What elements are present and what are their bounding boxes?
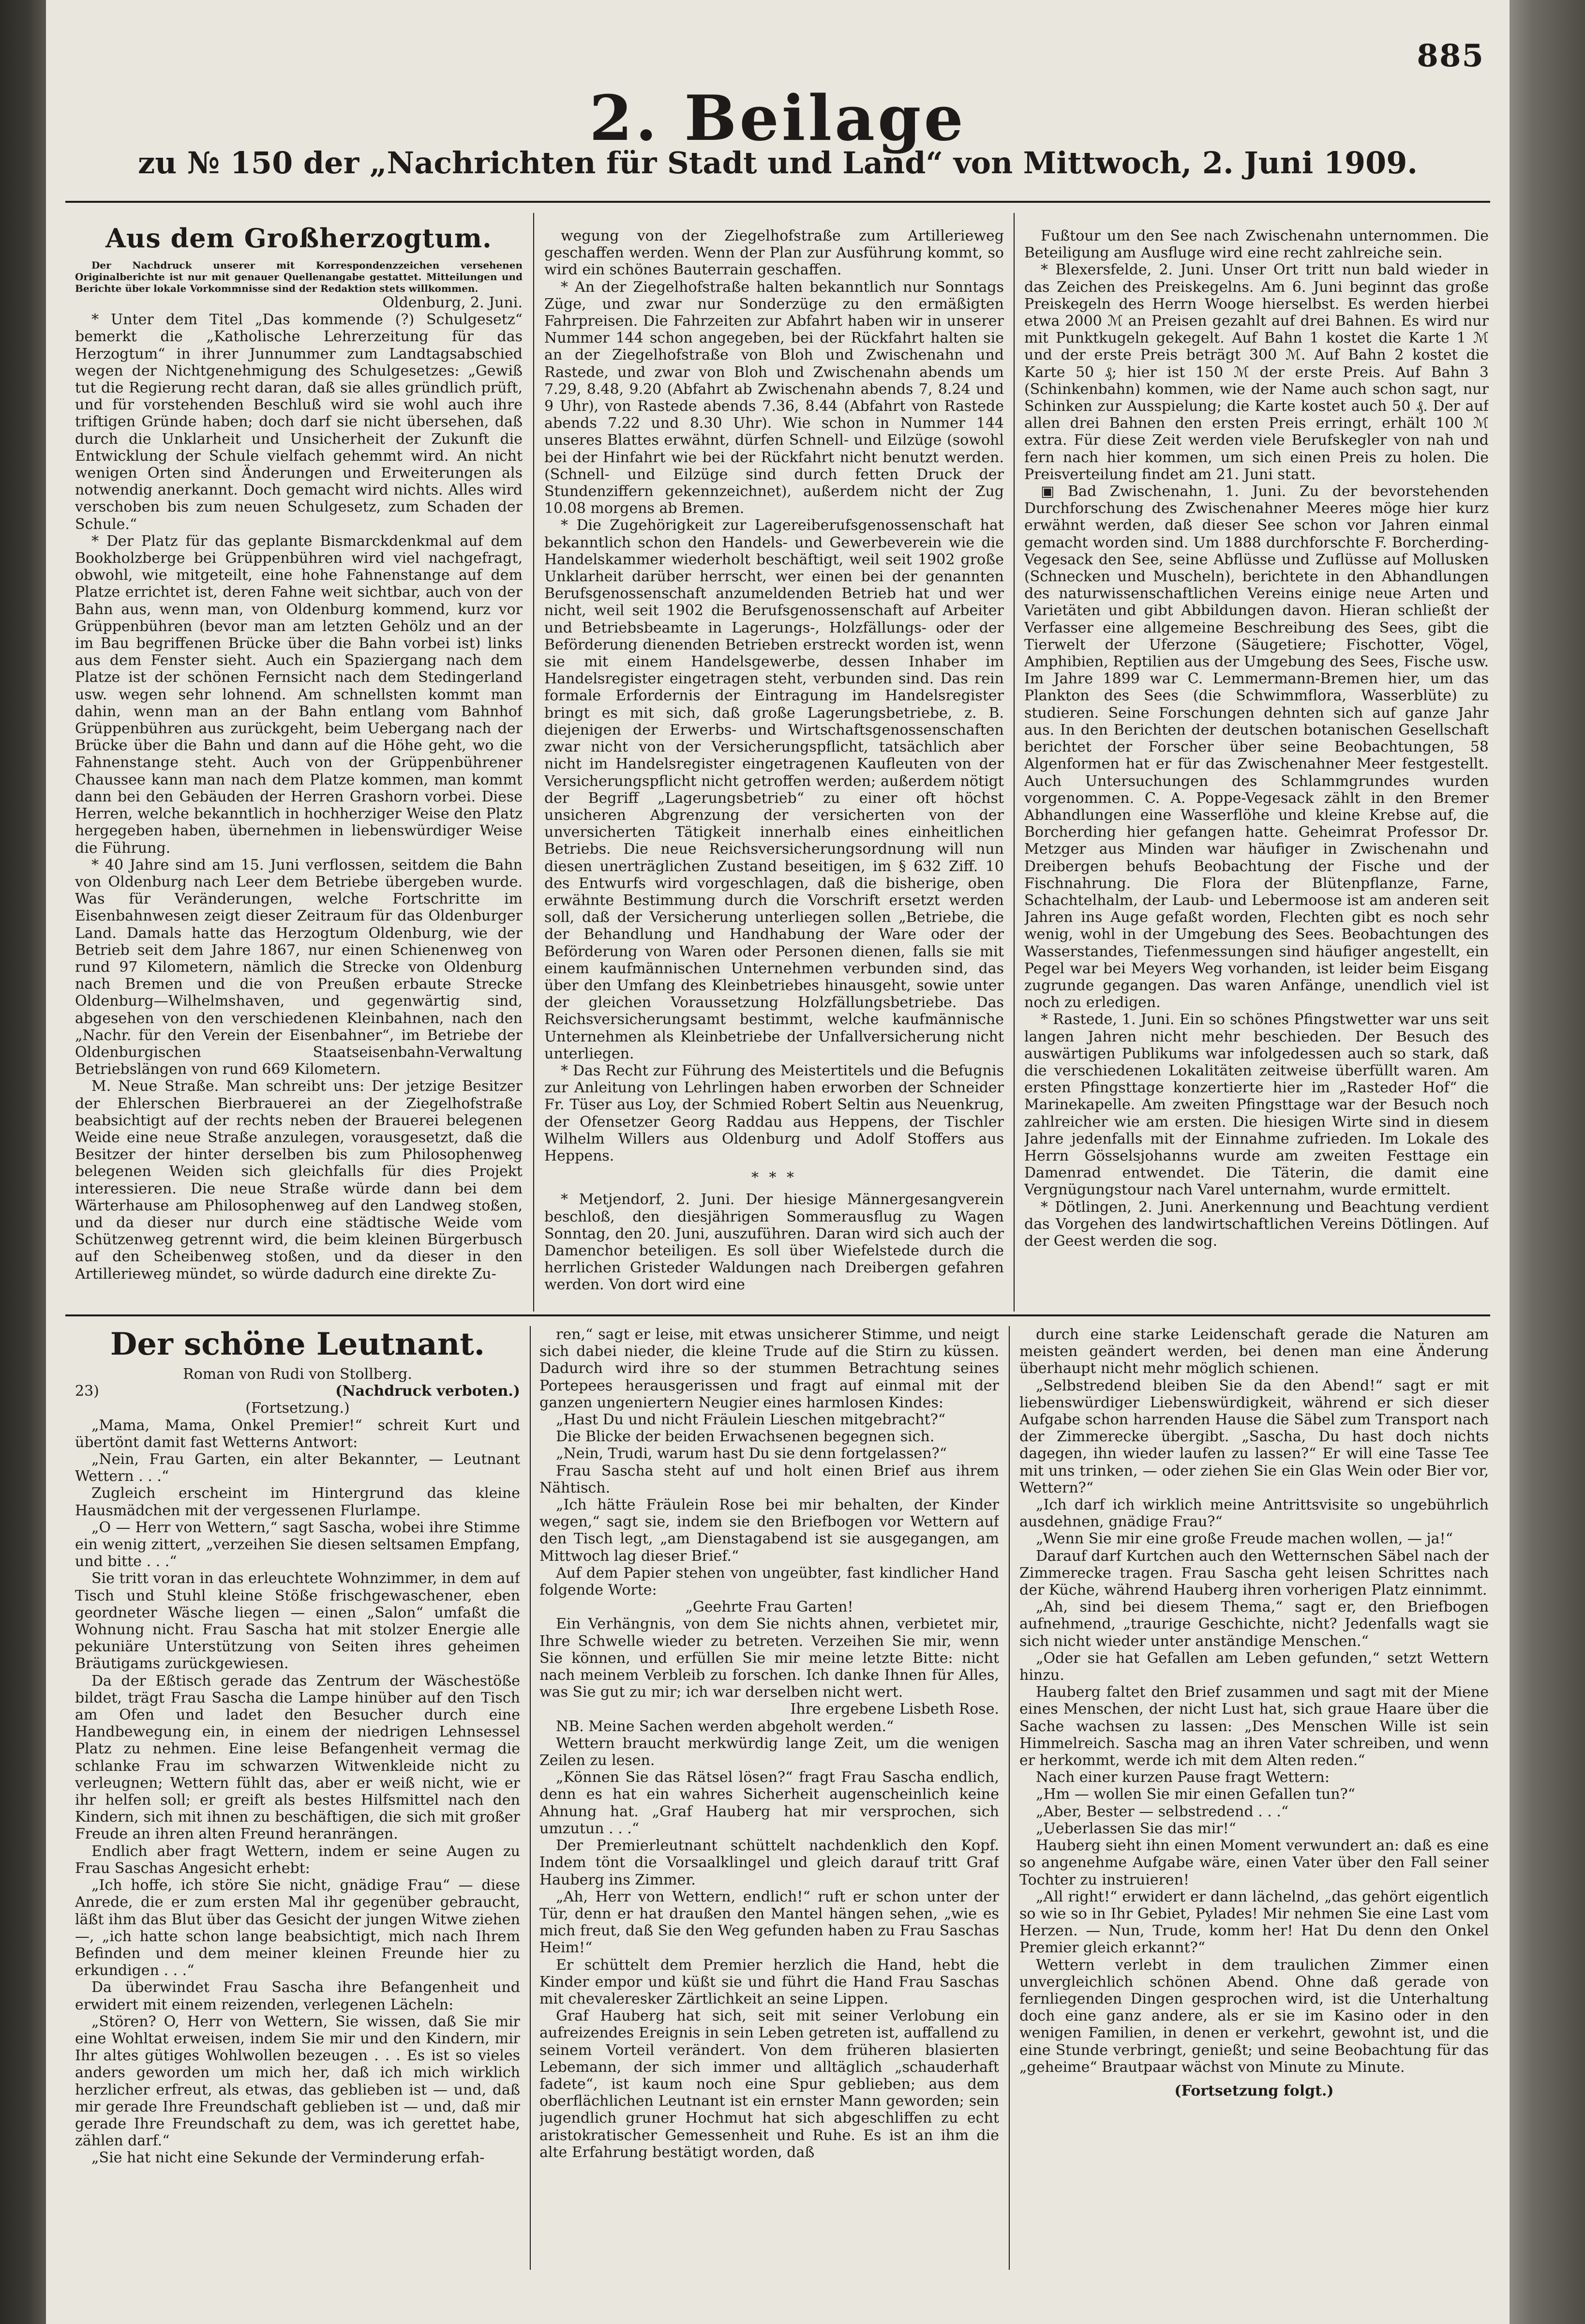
article-ziegelhofstrasse: * An der Ziegelhofstraße halten bekanntlich nur Sonntags Züge, und zwar nur Sonderzüge zu den ermäßigten Fahrpreisen. Die Fahrzeiten zur Abfahrt haben wir in unserer Nummer 144 schon angegeben, bei der Rückfahrt halten sie an der Ziegelhofstraße von Bloh und Zwischenahn und Rastede, und zwar von Bloh und Zwischenahn abends um 7.29, 8.48, 9.20 (Abfahrt ab Zwischenahn abends 7, 8.24 und 9 Uhr), von Rastede abends 7.36, 8.44 (Abfahrt von Rastede abends 7.22 und 8.30 Uhr). Wie schon in Nummer 144 unseres Blattes erwähnt, dürfen Schnell- und Eilzüge (sowohl bei der Hinfahrt wie bei der Rückfahrt nicht benutzt werden. (Schnell- und Eilzüge sind durch fetten Druck der Stundenziffern gekennzeichnet), außerdem nicht der Zug 10.08 morgens ab Bremen. — [544, 278, 1004, 517]
news-column-1 — [75, 223, 523, 1309]
novel-paragraph: „Aber, Bester — selbstredend . . .“ — [1036, 1803, 1289, 1820]
novel-paragraph: „Nein, Frau Garten, ein alter Bekannter, — Leutnant Wettern . . .“ — [75, 1451, 520, 1485]
novel-paragraph: ren,“ sagt er leise, mit etwas unsicherer Stimme, und neigt sich dabei nieder, die kleine Trude auf die Stirn zu küssen. Dadurch wird ihre so der stummen Betrachtung seines Portepees herausgerissen und fragt auf einmal mit der ganzen ungeniertern Neugier eines harmlosen Kindes: — [539, 1326, 999, 1411]
news-column-2 — [544, 227, 1004, 1309]
article-continuation: wegung von der Ziegelhofstraße zum Artillerieweg geschaffen werden. Wenn der Plan zur Ausführung kommt, so wird ein schönes Bauterrain geschaffen. — [544, 227, 1004, 279]
novel-paragraph: „O — Herr von Wettern,“ sagt Sascha, wobei ihre Stimme ein wenig zittert, „verzeihen Sie diesen seltsamen Empfang, und bitte . . .“ — [75, 1519, 520, 1570]
page-number: 885 — [1417, 38, 1484, 74]
novel-paragraph: „Selbstredend bleiben Sie da den Abend!“ sagt er mit liebenswürdiger Liebenswürdigkeit, während er sich dieser Aufgabe schon harrenden Hause die Säbel zum Transport nach der Zimmerecke übergibt. „Sascha, Du hast doch nichts dagegen, ihn wieder laufen zu lassen?“ Er will eine Tasse Tee mit uns trinken, — oder ziehen Sie ein Glas Wein oder Bier vor, Wettern?“ — [1019, 1377, 1489, 1496]
novel-paragraph: „All right!“ erwidert er dann lächelnd, „das gehört eigentlich so wie so in Ihr Gebiet, Pylades! Mir nehmen Sie eine Last vom Herzen. — Nun, Trude, komm her! Hat Du denn den Onkel Premier gleich erkannt?“ — [1019, 1888, 1489, 1957]
novel-reprint-notice: (Nachdruck verboten.) — [335, 1383, 520, 1400]
article-doetlingen: * Dötlingen, 2. Juni. Anerkennung und Beachtung verdient das Vorgehen des landwirtschaftlichen Vereins Dötlingen. Auf der Geest werden die sog. — [1024, 1198, 1489, 1250]
dateline: Oldenburg, 2. Juni. — [382, 294, 523, 311]
column-rule-2 — [1014, 213, 1015, 1312]
novel-paragraph: „Ueberlassen Sie das mir!“ — [1036, 1820, 1236, 1837]
separator-stars: * * * — [751, 1169, 797, 1187]
novel-column-3 — [1019, 1326, 1489, 2270]
to-be-continued: (Fortsetzung folgt.) — [1174, 2082, 1334, 2099]
column-rule-1 — [533, 213, 534, 1312]
novel-paragraph: „Können Sie das Rätsel lösen?“ fragt Frau Sascha endlich, denn es hat ein wahres Sicherheit augenscheinlich keine Ahnung hat. „Graf Hauberg hat mir versprochen, sich umzutun . . .“ — [539, 1769, 999, 1837]
section-rule — [65, 1314, 1490, 1316]
article-bad-zwischenahn: ▣ Bad Zwischenahn, 1. Juni. Zu der bevorstehenden Durchforschung des Zwischenahner Meeres möge hier kurz erwähnt werden, daß dieser See schon vor Jahren einmal gemacht worden sind. Um 1888 durchforschte F. Borcherding-Vegesack den See, seine Abflüsse und Zuflüsse auf Mollusken (Schnecken und Muscheln), berichtete in den Abhandlungen des naturwissenschaftlichen Vereins einige neue Arten und Varietäten und gibt Abbildungen davon. Hieran schließt der Verfasser eine allgemeine Beschreibung des Sees, gibt die Tierwelt der Uferzone (Säugetiere; Fischotter, Vögel, Amphibien, Reptilien aus der Umgebung des Sees, Fische usw. Im Jahre 1899 war C. Lemmermann-Bremen hier, um das Plankton des Sees (die Schwimmflora, Wasserblüte) zu studieren. Seine Forschungen dehnten sich auf ganze Jahr aus. In den Berichten der deutschen botanischen Gesellschaft berichtet der Forscher über seine Beobachtungen, 58 Algenformen hat er für das Zwischenahner Meer festgestellt. Auch Untersuchungen des Schlammgrundes wurden vorgenommen. C. A. Poppe-Vegesack zählt in den Bremer Abhandlungen eine Wasserflöhe und kleine Krebse auf, die Borcherding hier gefangen hatte. Geheimrat Professor Dr. Metzger aus Minden war häufiger in Zwischenahn und Dreibergen behufs Beobachtung der Fische und der Fischnahrung. Die Flora der Blütenpflanze, Farne, Schachtelhalm, der Laub- und Lebermoose ist am anderen seit Jahren ins Auge gefaßt worden, Flechten gibt es noch sehr wenig, wohl in der Umgebung des Sees. Beobachtungen des Wasserstandes, Tiefenmessungen sind häufiger angestellt, ein Pegel war bei Meyers Weg vorhanden, ist leider beim Eisgang zugrunde gegangen. Das waren Anfänge, unendlich viel ist noch zu erledigen. — [1024, 483, 1489, 1011]
novel-continuation-note: (Fortsetzung.) — [245, 1400, 350, 1417]
novel-paragraph: Hauberg faltet den Brief zusammen und sagt mit der Miene eines Menschen, der nicht Lust hat, sich graue Haare über die Sache wachsen zu lassen: „Des Menschen Wille ist sein Himmelreich. Sascha mag an ihren Vater schreiben, und wenn er herkommt, werde ich mit dem Alten reden.“ — [1019, 1684, 1489, 1769]
novel-paragraph: „Hast Du und nicht Fräulein Lieschen mitgebracht?“ — [556, 1411, 946, 1429]
novel-paragraph: Hauberg sieht ihn einen Moment verwundert an: daß es eine so angenehme Aufgabe wäre, einen Vater über den Fall seiner Tochter zu instruieren! — [1019, 1837, 1489, 1888]
novel-column-2 — [539, 1326, 999, 2270]
novel-paragraph: Zugleich erscheint im Hintergrund das kleine Hausmädchen mit der vergessenen Flurlampe. — [75, 1485, 520, 1519]
novel-paragraph: Wettern verlebt in dem traulichen Zimmer einen unvergleichlich schönen Abend. Ohne daß gerade von fernliegenden Dingen gesprochen wird, ist die Unterhaltung doch eine ganz andere, als er sie im Kasino oder in den wenigen Familien, in denen er verkehrt, gewohnt ist, und die eine Stunde verbringt, genießt; und seine Beobachtung für das „geheime“ Brautpaar wächst von Minute zu Minute. — [1019, 1956, 1489, 2076]
novel-paragraph: Wettern braucht merkwürdig lange Zeit, um die wenigen Zeilen zu lesen. — [539, 1735, 999, 1769]
letter-salutation: „Geehrte Frau Garten! — [685, 1599, 853, 1616]
article-bahn-jubilaeum: * 40 Jahre sind am 15. Juni verflossen, seitdem die Bahn von Oldenburg nach Leer dem Betriebe übergeben wurde. Was für Veränderungen, welche Fortschritte im Eisenbahnwesen zeigt dieser Zeitraum für das Oldenburger Land. Damals hatte das Herzogtum Oldenburg, wie der Betrieb seit dem Jahre 1867, nur einen Schienenweg von rund 97 Kilometern, nämlich die Strecke von Oldenburg nach Bremen und die von Preußen erbaute Strecke Oldenburg—Wilhelmshaven, und gegenwärtig sind, abgesehen von den verschiedenen Kleinbahnen, nach den „Nachr. für den Verein der Eisenbahner“, im Betriebe der Oldenburgischen Staatseisenbahn-Verwaltung Betriebslängen von rund 669 Kilometern. — [75, 856, 523, 1078]
article-blexersfelde: * Blexersfelde, 2. Juni. Unser Ort tritt nun bald wieder in das Zeichen des Preiskegelns. Am 6. Juni beginnt das große Preiskegeln des Herrn Wooge hierselbst. Es werden hierbei etwa 2000 ℳ an Preisen gezahlt auf drei Bahnen. Es wird nur mit Punktkugeln gekegelt. Auf Bahn 1 kostet die Karte 1 ℳ und der erste Preis beträgt 300 ℳ. Auf Bahn 2 kostet die Karte 50 ₰; hier ist 150 ℳ der erste Preis. Auf Bahn 3 (Schinkenbahn) kommen, wie der Name auch schon sagt, nur Schinken zur Ausspielung; die Karte kostet auch 50 ₰. Der auf allen drei Bahnen den ersten Preis erringt, erhält 100 ℳ extra. Für diese Zeit werden viele Berufskegler von nah und fern nach hier kommen, um sich einen Preis zu holen. Die Preisverteilung findet am 21. Juni statt. — [1024, 261, 1489, 483]
novel-paragraph: Er schüttelt dem Premier herzlich die Hand, hebt die Kinder empor und küßt sie und führt die Hand Frau Saschas mit chevaleresker Zärtlichkeit an seine Lippen. — [539, 1956, 999, 2007]
novel-paragraph: „Nein, Trudi, warum hast Du sie denn fortgelassen?“ — [556, 1445, 947, 1463]
novel-rule-1 — [530, 1326, 531, 2270]
novel-paragraph: Darauf darf Kurtchen auch den Wetternschen Säbel nach der Zimmerecke tragen. Frau Sascha geht leisen Schrittes nach der Küche, während Hauberg ihren vorherigen Platz einnimmt. — [1019, 1547, 1489, 1599]
letter-body: Ein Verhängnis, von dem Sie nichts ahnen, verbietet mir, Ihre Schwelle wieder zu betreten. Verzeihen Sie mir, wenn Sie können, und erfüllen Sie mir meine letzte Bitte: nicht nach meinem Verbleib zu forschen. Ich danke Ihnen für Alles, was Sie gut zu mir; ich war derselben nicht wert. — [539, 1615, 999, 1701]
letter-signature: Ihre ergebene Lisbeth Rose. — [790, 1701, 999, 1718]
novel-byline: Roman von Rudi von Stollberg. — [183, 1366, 412, 1383]
novel-title: Der schöne Leutnant. — [110, 1326, 485, 1362]
novel-paragraph: „Ich darf ich wirklich meine Antrittsvisite so ungebührlich ausdehnen, gnädige Frau?“ — [1019, 1496, 1489, 1531]
novel-meta — [75, 1383, 520, 1400]
novel-paragraph: „Sie hat nicht eine Sekunde der Verminderung erfah- — [91, 2149, 485, 2167]
article-metjendorf: * Metjendorf, 2. Juni. Der hiesige Männergesangverein beschloß, den diesjährigen Sommerausflug zu Wagen Sonntag, den 20. Juni, auszuführen. Daran wird sich auch der Damenchor beteiligen. Es soll über Wiefelstede durch die herrlichen Gristeder Waldungen nach Dreibergen gefahren werden. Von dort wird eine — [544, 1191, 1004, 1294]
reprint-notice: Der Nachdruck unserer mit Korrespondenzzeichen versehenen Originalberichte ist nur mit genauer Quellenangabe gestattet. Mitteilungen und Berichte über lokale Vorkommnisse sind der Redaktion stets willkommen. — [75, 259, 523, 294]
article-bismarckdenkmal: * Der Platz für das geplante Bismarckdenkmal auf dem Bookholzberge bei Grüppenbühren wird viel nachgefragt, obwohl, wie mitgeteilt, eine hohe Fahnenstange auf dem Platze errichtet ist, deren Fahne weit sichtbar, auch von der Bahn aus, wenn man, von Oldenburg kommend, kurz vor Grüppenbühren (bevor man am letzten Gehölz und an der im Bau begriffenen Brücke über die Bahn vorbei ist) links aus dem Fenster sieht. Auch ein Spaziergang nach dem Platze ist der schönen Fernsicht nach dem Stedingerland usw. wegen sehr lohnend. Am schnellsten kommt man dahin, wenn man an der Bahn entlang vom Bahnhof Grüppenbühren aus zurückgeht, beim Uebergang nach der Brücke über die Bahn und dann auf die Höhe geht, wo die Fahnenstange steht. Auch von der Grüppenbührener Chaussee kann man nach dem Platze kommen, man kommt dann bei den Gebäuden der Herren Grashorn vorbei. Diese Herren, welche bekanntlich in hochherziger Weise den Platz hergegeben haben, übernehmen in liebenswürdiger Weise die Führung. — [75, 532, 523, 857]
article-neue-strasse: M. Neue Straße. Man schreibt uns: Der jetzige Besitzer der Ehlerschen Bierbrauerei an der Ziegelhofstraße beabsichtigt auf der rechts neben der Brauerei belegenen Weide eine neue Straße anzulegen, vorausgesetzt, daß die Besitzer der hinter derselben bis zum Philosophenweg belegenen Weiden sich gleichfalls für dies Projekt interessieren. Die neue Straße würde dann bei dem Wärterhause am Philosophenweg auf den Landweg stoßen, und da dieser nur durch eine städtische Weide vom Schützenweg getrennt wird, die beim kleinen Bürgerbusch auf den Scheibenweg stoßen, und da dieser in den Artillerieweg mündet, so würde dadurch eine direkte Zu- — [75, 1078, 523, 1283]
novel-paragraph: Endlich aber fragt Wettern, indem er seine Augen zu Frau Saschas Angesicht erhebt: — [75, 1842, 520, 1877]
header-rule — [65, 201, 1490, 203]
novel-paragraph: „Ah, Herr von Wettern, endlich!“ ruft er schon unter der Tür, denn er hat draußen den Mantel hängen sehen, „wie es mich freut, daß Sie den Weg gefunden haben zu Frau Saschas Heim!“ — [539, 1888, 999, 1957]
page-title: 2. Beilage — [589, 82, 966, 155]
page-subtitle: zu № 150 der „Nachrichten für Stadt und Land“ von Mittwoch, 2. Juni 1909. — [137, 145, 1418, 181]
novel-paragraph: Nach einer kurzen Pause fragt Wettern: — [1036, 1769, 1330, 1786]
novel-paragraph: „Ich hoffe, ich störe Sie nicht, gnädige Frau“ — diese Anrede, die er zum ersten Mal ihr gegenüber gebraucht, läßt ihm das Blut über das Gesicht der jungen Witwe ziehen —, „ich hatte schon lange beabsichtigt, mich nach Ihrem Befinden und dem meiner kleinen Freunde hier zu erkundigen . . .“ — [75, 1877, 520, 1979]
letter-postscript: NB. Meine Sachen werden abgeholt werden.“ — [556, 1718, 894, 1735]
novel-paragraph: „Stören? O, Herr von Wettern, Sie wissen, daß Sie mir eine Wohltat erweisen, indem Sie mir und den Kindern, mir Ihr altes gütiges Wohlwollen bezeugen . . . Es ist so vieles anders geworden um mich her, daß ich mich wirklich herzlicher erfreut, als etwas, das geblieben ist — und, daß mir gerade Ihre Freundschaft geblieben ist — und, daß mir gerade Ihre Freundschaft zu dem, was ich gerettet habe, zählen darf.“ — [75, 2013, 520, 2150]
novel-paragraph: „Oder sie hat Gefallen am Leben gefunden,“ setzt Wettern hinzu. — [1019, 1649, 1489, 1684]
article-schulgesetz: * Unter dem Titel „Das kommende (?) Schulgesetz“ bemerkt die „Katholische Lehrerzeitung für das Herzogtum“ in ihrer Junnummer zum Landtagsabschied wegen der Nichtgenehmigung des Schulgesetzes: „Gewiß tut die Regierung recht daran, daß sie alles gründlich prüft, und für vorstehenden Beschluß wird sie wohl auch ihre triftigen Gründe haben; doch darf sie nicht übersehen, daß durch die Unklarheit und Unsicherheit der Zukunft die Entwicklung der Schule vielfach gehemmt wird. An nicht wenigen Orten sind Änderungen und Erweiterungen als notwendig anerkannt. Doch gemacht wird nichts. Alles wird verschoben bis zum neuen Schulgesetz, zum Schaden der Schule.“ — [75, 311, 523, 533]
scan-right-edge — [1510, 0, 1585, 2324]
novel-rule-2 — [1009, 1326, 1010, 2270]
article-continuation: Fußtour um den See nach Zwischenahn unternommen. Die Beteiligung am Ausfluge wird eine recht zahlreiche sein. — [1024, 227, 1489, 262]
novel-paragraph: „Wenn Sie mir eine große Freude machen wollen, — ja!“ — [1036, 1530, 1453, 1548]
novel-paragraph: Der Premierleutnant schüttelt nachdenklich den Kopf. Indem tönt die Vorsaalklingel und gleich darauf tritt Graf Hauberg ins Zimmer. — [539, 1837, 999, 1888]
novel-paragraph: „Hm — wollen Sie mir einen Gefallen tun?“ — [1036, 1786, 1356, 1803]
novel-column-1 — [75, 1326, 520, 2270]
novel-paragraph: Da der Eßtisch gerade das Zentrum der Wäschestöße bildet, trägt Frau Sascha die Lampe hinüber auf den Tisch am Ofen und ladet den Besucher durch eine Handbewegung ein, in einem der niedrigen Lehnsessel Platz zu nehmen. Eine leise Befangenheit vermag die schlanke Frau im schwarzen Witwenkleide nicht zu verleugnen; Wettern fühlt das, aber er weiß nicht, wie er ihr helfen soll; er greift als bestes Hilfsmittel nach den Kindern, sich mit ihnen zu beschäftigen, die sich mit großer Freude an ihren alten Freund heranrängen. — [75, 1672, 520, 1843]
novel-paragraph: „Ich hätte Fräulein Rose bei mir behalten, der Kinder wegen,“ sagt sie, indem sie den Briefbogen vor Wettern auf den Tisch legt, „am Dienstagabend ist sie ausgegangen, am Mittwoch lag dieser Brief.“ — [539, 1496, 999, 1565]
novel-part-number: 23) — [75, 1383, 99, 1400]
novel-paragraph: durch eine starke Leidenschaft gerade die Naturen am meisten geändert werden, bei denen man eine Änderung überhaupt nicht mehr möglich schienen. — [1019, 1326, 1489, 1377]
novel-paragraph: Sie tritt voran in das erleuchtete Wohnzimmer, in dem auf Tisch und Stuhl kleine Stöße frischgewaschener, eben geordneter Wäsche liegen — einen „Salon“ umfaßt die Wohnung nicht. Frau Sascha hat mit stolzer Energie alle pekuniäre Unterstützung von Seiten ihres geheimen Bräutigams zurückgewiesen. — [75, 1570, 520, 1673]
novel-paragraph: „Mama, Mama, Onkel Premier!“ schreit Kurt und übertönt damit fast Wetterns Antwort: — [75, 1417, 520, 1451]
novel-paragraph: „Ah, sind bei diesem Thema,“ sagt er, den Briefbogen aufnehmend, „traurige Geschichte, nicht? Jedenfalls wagt sie sich nicht wieder unter anständige Menschen.“ — [1019, 1599, 1489, 1650]
scan-left-edge — [0, 0, 46, 2324]
article-rastede: * Rastede, 1. Juni. Ein so schönes Pfingstwetter war uns seit langen Jahren nicht mehr beschieden. Der Besuch des auswärtigen Publikums war infolgedessen auch so stark, daß die verschiedenen Lokalitäten zeitweise überfüllt waren. Am ersten Pfingsttage konzertierte hier im „Rasteder Hof“ die Marinekapelle. Am zweiten Pfingsttage war der Besuch noch zahlreicher wie am ersten. Die hiesigen Wirte sind in diesem Jahre jedenfalls mit der Einnahme zufrieden. Im Lokale des Herrn Gösselsjohanns wurde am zweiten Festtage ein Damenrad entwendet. Die Täterin, die damit eine Vergnügungstour nach Varel unternahm, wurde ermittelt. — [1024, 1011, 1489, 1199]
article-meistertitel: * Das Recht zur Führung des Meistertitels und die Befugnis zur Anleitung von Lehrlingen haben erworben der Schneider Fr. Tüser aus Loy, der Schmied Robert Seltin aus Neuenkrug, der Ofensetzer Georg Raddau aus Heppens, der Tischler Wilhelm Willers aus Oldenburg und Adolf Stoffers aus Heppens. — [544, 1062, 1004, 1164]
novel-paragraph: Die Blicke der beiden Erwachsenen begegnen sich. — [556, 1428, 935, 1446]
newspaper-page — [46, 0, 1510, 2324]
novel-paragraph: Auf dem Papier stehen von ungeübter, fast kindlicher Hand folgende Worte: — [539, 1564, 999, 1599]
news-column-3 — [1024, 227, 1489, 1309]
article-lagerei: * Die Zugehörigkeit zur Lagereiberufsgenossenschaft hat bekanntlich schon den Handels- und Gewerbeverein wie die Handelskammer wiederholt beschäftigt, weil seit 1902 große Unklarheit darüber herrscht, wer einen bei der genannten Berufsgenossenschaft anzumeldenden Betrieb hat und wer nicht, weil seit 1902 die Berufsgenossenschaft auf Arbeiter und Betriebsbeamte in Lagerungs-, Holzfällungs- oder der Beförderung dienenden Betrieben erstreckt worden ist, wenn sie mit einem Handelsgewerbe, dessen Inhaber im Handelsregister eingetragen steht, verbunden sind. Das rein formale Erfordernis der Eintragung im Handelsregister bringt es mit sich, daß große Lagerungsbetriebe, z. B. diejenigen der Erwerbs- und Wirtschaftsgenossenschaften zwar nicht von der Versicherungspflicht, tatsächlich aber nicht im Handelsregister eingetragenen Kaufleuten von der Versicherungspflicht nicht getroffen werden; außerdem nötigt der Begriff „Lagerungsbetrieb“ zu einer oft höchst unsicheren Abgrenzung der versicherten von der unversicherten Tätigkeit innerhalb eines einheitlichen Betriebs. Die neue Reichsversicherungsordnung will nun diesen unerträglichen Zustand beseitigen, im § 632 Ziff. 10 des Entwurfs wird vorgeschlagen, daß die bisherige, oben erwähnte Bestimmung durch die Vorschrift ersetzt werden soll, daß der Versicherung unterliegen sollen „Betriebe, die der Behandlung und Handhabung der Ware oder der Beförderung von Waren oder Personen dienen, falls sie mit einem kaufmännischen Unternehmen verbunden sind, das über den Umfang des Kleinbetriebes hinausgeht, sowie unter der gleichen Voraussetzung Holzfällungsbetriebe. Das Reichsversicherungsamt bestimmt, welche kaufmännische Unternehmen als Kleinbetriebe der Unfallversicherung nicht unterliegen. — [544, 517, 1004, 1062]
section-heading: Aus dem Großherzogtum. — [105, 223, 492, 254]
novel-paragraph: Graf Hauberg hat sich, seit mit seiner Verlobung ein aufreizendes Ereignis in sein Leben getreten ist, auffallend zu seinem Vorteil verändert. Von dem früheren blasierten Lebemann, der sich immer und alltäglich „schauderhaft fadete“, ist kaum noch eine Spur geblieben; aus dem oberflächlichen Leutnant ist ein ernster Mann geworden; sein jugendlich gruner Hochmut hat sich abgeschliffen zu echt aristokratischer Gemessenheit und Ruhe. Es ist an ihm die alte Erfahrung bestätigt worden, daß — [539, 2007, 999, 2161]
novel-paragraph: Da überwindet Frau Sascha ihre Befangenheit und erwidert mit einem reizenden, verlegenen Lächeln: — [75, 1979, 520, 2013]
novel-paragraph: Frau Sascha steht auf und holt einen Brief aus ihrem Nähtisch. — [539, 1462, 999, 1496]
